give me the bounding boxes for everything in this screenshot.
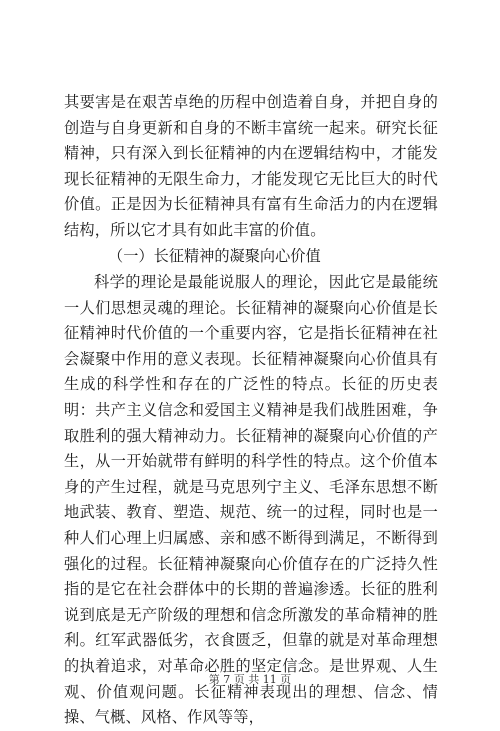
body-paragraph-continued xyxy=(64,90,438,244)
section-heading-text: （一）长征精神的凝聚向心价值 xyxy=(108,247,321,265)
paragraph-text: 科学的理论是最能说服人的理论，因此它是最能统一人们思想灵魂的理论。长征精神的凝聚向心价值是长征精神时代价值的一个重要内容，它是指长征精神在社会凝聚中作用的意义表现。长征精神凝聚向心价值具有生成的科学性和存在的广泛性的特点。长征的历史表明：共产主义信念和爱国主义精神是我们战胜困难，争取胜利的强大精神动力。长征精神的凝聚向心价值的产生，从一开始就带有鲜明的科学性的特点。这个价值本身的产生过程，就是马克思列宁主义、毛泽东思想不断地武装、教育、塑造、规范、统一的过程，同时也是一种人们心理上归属感、亲和感不断得到满足，不断得到强化的过程。长征精神凝聚向心价值存在的广泛持久性指的是它在社会群体中的长期的普遍渗透。长征的胜利说到底是无产阶级的理想和信念所激发的革命精神的胜利。红军武器低劣，衣食匮乏，但靠的就是对革命理想的执着追求，对革命必胜的坚定信念。是世界观、人生观、价值观问题。长征精神表现出的理想、信念、情操、气概、风格、作风等等， xyxy=(64,273,438,727)
page-number-label: 第 7 页 共 11 页 xyxy=(208,673,292,686)
page-footer xyxy=(0,673,500,687)
body-paragraph-main xyxy=(64,270,438,731)
paragraph-text: 其要害是在艰苦卓绝的历程中创造着自身，并把自身的创造与自身更新和自身的不断丰富统一起来。研究长征精神，只有深入到长征精神的内在逻辑结构中，才能发现长征精神的无限生命力，才能发现它无比巨大的时代价值。正是因为长征精神具有富有生命活力的内在逻辑结构，所以它才具有如此丰富的价值。 xyxy=(64,93,438,239)
section-heading xyxy=(64,244,438,270)
